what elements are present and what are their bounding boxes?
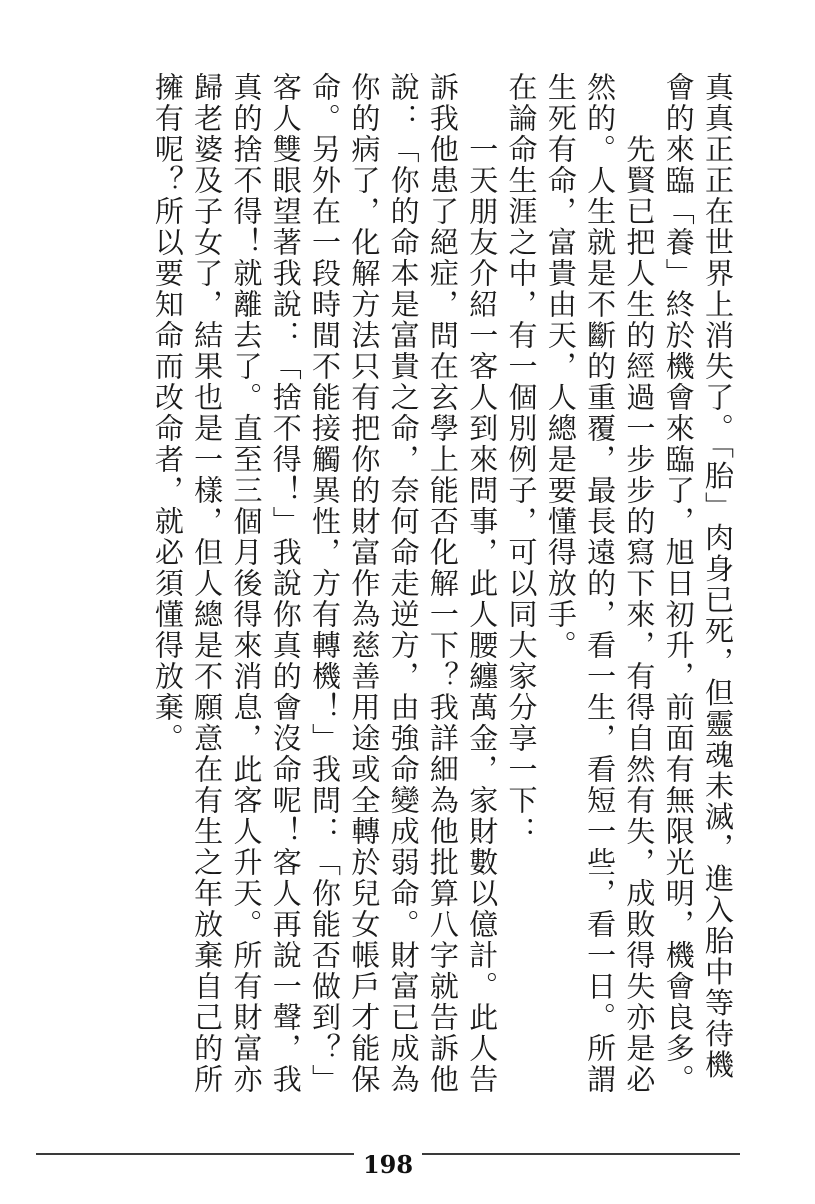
paragraph-2: 先賢已把人生的經過一步步的寫下來，有得自然有失，成敗得失亦是必然的。人生就是不斷的重覆，最長遠的，看一生，看短一些，看一日。所謂生死有命，富貴由天，人總是要懂得放手。 bbox=[543, 72, 657, 1095]
paragraph-1: 真真正正在世界上消失了。「胎」肉身已死，但靈魂未滅，進入胎中等待機會的來臨「養」終於機會來臨了，旭日初升，前面有無限光明，機會良多。 bbox=[661, 72, 735, 1095]
footer-rule-right bbox=[422, 1153, 740, 1155]
paragraph-3: 在論命生涯之中，有一個別例子，可以同大家分享一下： bbox=[504, 72, 539, 847]
page-number: 198 bbox=[362, 1150, 414, 1179]
footer-rule-left bbox=[36, 1153, 354, 1155]
paragraph-4: 一天朋友介紹一客人到來問事，此人腰纏萬金，家財數以億計。此人告訴我他患了絕症，問在玄學上能否化解一下？我詳細為他批算八字就告訴他說：「你的命本是富貴之命，奈何命走逆方，由強命變成弱命。財富已成為你的病了，化解方法只有把你的財富作為慈善用途或全轉於兒女帳戶才能保命。另外在一段時間不能接觸異性，方有轉機！」我問：「你能否做到？」客人雙眼望著我說：「捨不得！」我說你真的會沒命呢！客人再說一聲，我真的捨不得！就離去了。直至三個月後得來消息，此客人升天。所有財富亦歸老婆及子女了，結果也是一樣，但人總是不願意在有生之年放棄自己的所擁有呢？所以要知命而改命者，就必須懂得放棄。 bbox=[150, 72, 500, 1095]
body-text bbox=[47, 72, 737, 1102]
